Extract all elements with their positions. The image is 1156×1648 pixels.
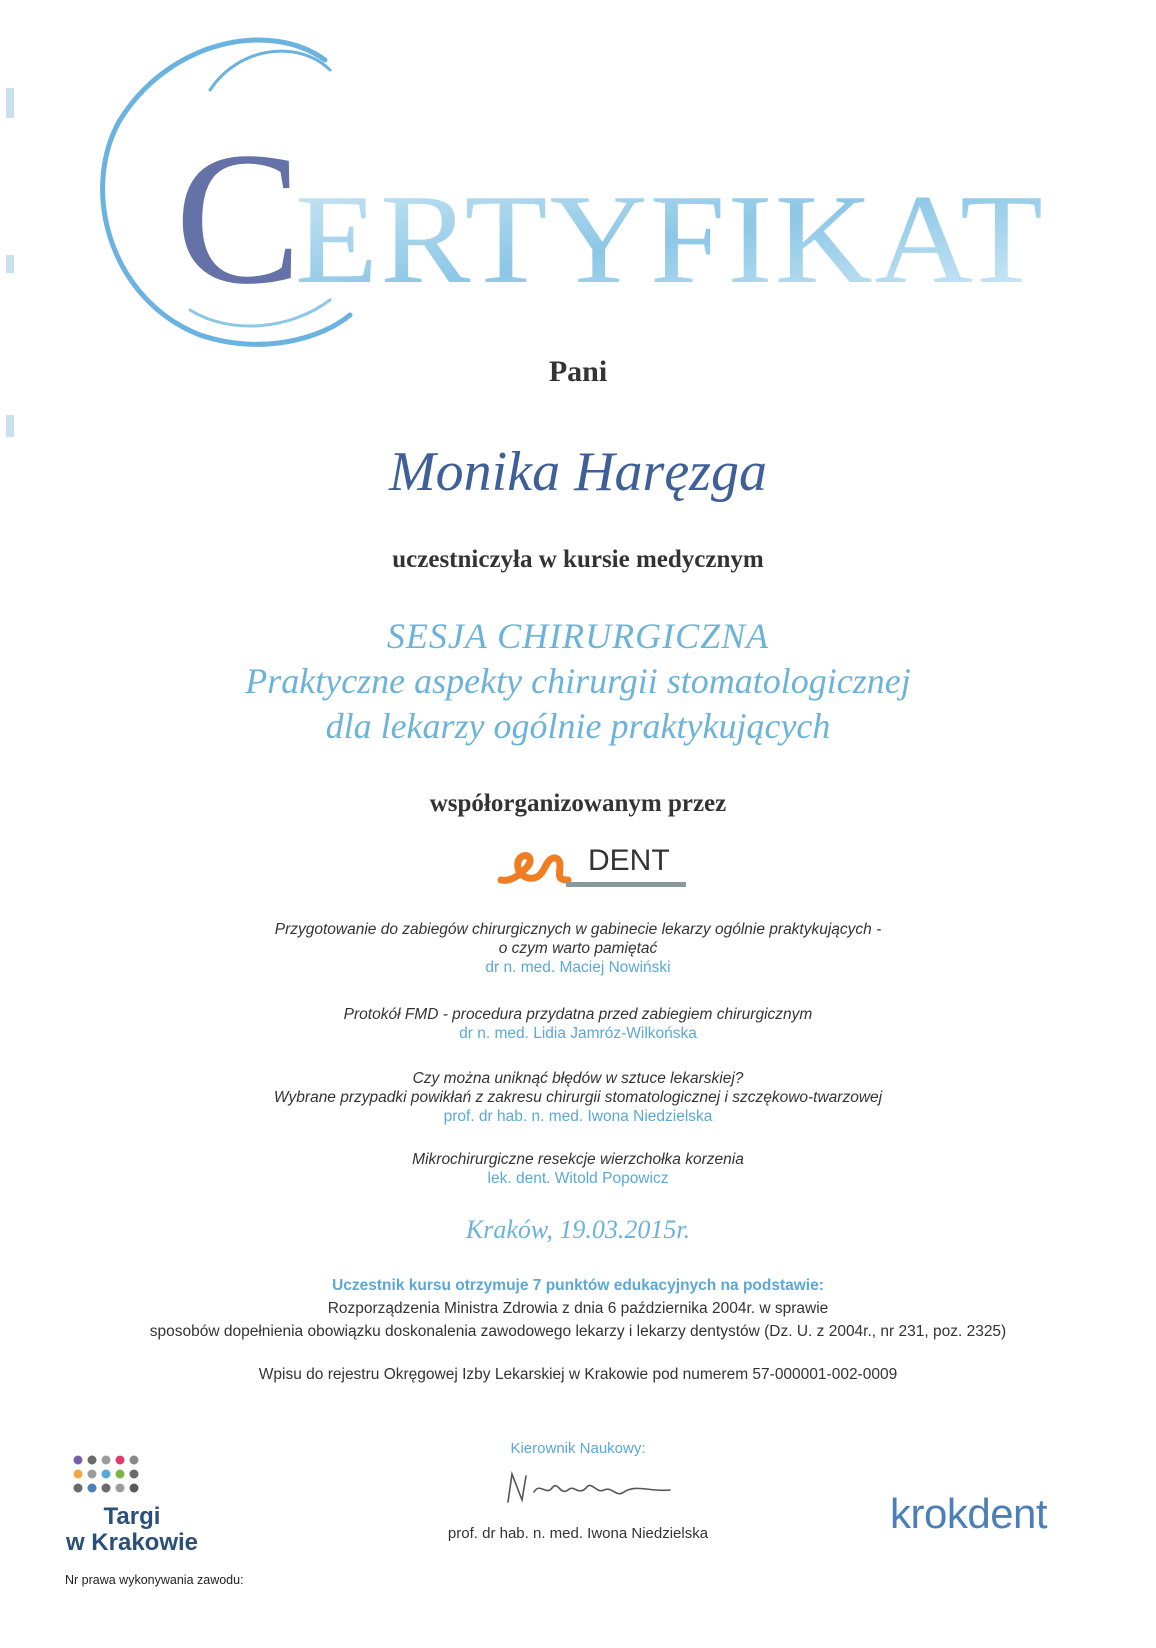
lecture-item [0,920,1156,977]
points-legal-line1: Rozporządzenia Ministra Zdrowia z dnia 6 października 2004r. w sprawie [327,1300,829,1317]
lecture-item [0,1150,1156,1188]
scientific-head-label: Kierownik Naukowy: [510,1440,646,1457]
lecture-title: Czy można uniknąć błędów w sztuce lekarskiej? [412,1070,744,1087]
course-name: SESJA CHIRURGICZNA [386,616,770,656]
scientific-head-name: prof. dr hab. n. med. Iwona Niedzielska [447,1525,709,1542]
registry-text: Wpisu do rejestru Okręgowej Izby Lekarskiej w Krakowie pod numerem 57-000001-002-0009 [258,1366,898,1383]
targi-logo-text [52,1504,212,1556]
targi-logo-line2: w Krakowie [65,1529,199,1556]
targi-dots-icon [52,1450,212,1502]
scan-edge-mark [6,415,14,437]
participation-text: uczestniczyła w kursie medycznym [392,546,764,573]
certificate-title [0,0,1156,360]
salutation: Pani [548,355,608,388]
recipient-name: Monika Haręzga [389,441,767,503]
lecture-speaker: prof. dr hab. n. med. Iwona Niedzielska [443,1108,713,1125]
lecture-speaker: dr n. med. Lidia Jamróz-Wilkońska [459,1025,697,1042]
lecture-title: Wybrane przypadki powikłań z zakresu chirurgii stomatologicznej i szczękowo-twarzowej [273,1089,883,1106]
lecture-title: o czym warto pamiętać [498,940,658,957]
lecture-speaker: dr n. med. Maciej Nowiński [485,959,671,976]
points-heading: Uczestnik kursu otrzymuje 7 punktów edukacyjnych na podstawie: [332,1277,824,1294]
endent-swirl-icon [496,838,586,898]
course-subtitle-line2: dla lekarzy ogólnie praktykujących [325,706,831,746]
course-subtitle-line1: Praktyczne aspekty chirurgii stomatologicznej [245,661,911,701]
license-number-label: Nr prawa wykonywania zawodu: [65,1573,244,1587]
endent-logo [496,838,686,898]
lecture-title: Przygotowanie do zabiegów chirurgicznych w gabinecie lekarzy ogólnie praktykujących - [274,921,882,938]
co-organized-label: współorganizowanym przez [429,790,727,817]
endent-logo-text: DENT [588,844,670,877]
targi-logo-line1: Targi [103,1503,161,1530]
certificate-date: Kraków, 19.03.2015r. [465,1215,691,1244]
lecture-title: Protokół FMD - procedura przydatna przed zabiegiem chirurgicznym [343,1006,813,1023]
lecture-item [0,1005,1156,1043]
endent-underline [566,882,686,887]
signature [500,1462,675,1517]
targi-w-krakowie-logo [52,1450,222,1560]
points-legal-line2: sposobów dopełnienia obowiązku doskonalenia zawodowego lekarzy i lekarzy dentystów (Dz. U. z 2004r., nr 231, poz. 2325) [149,1323,1007,1340]
title-text: ERTYFIKAT [295,168,1045,310]
lecture-item [0,1069,1156,1126]
lecture-speaker: lek. dent. Witold Popowicz [487,1170,669,1187]
krokdent-logo: krokdent [890,1490,1048,1537]
lecture-title: Mikrochirurgiczne resekcje wierzchołka korzenia [412,1151,744,1168]
title-initial: C [175,114,302,324]
